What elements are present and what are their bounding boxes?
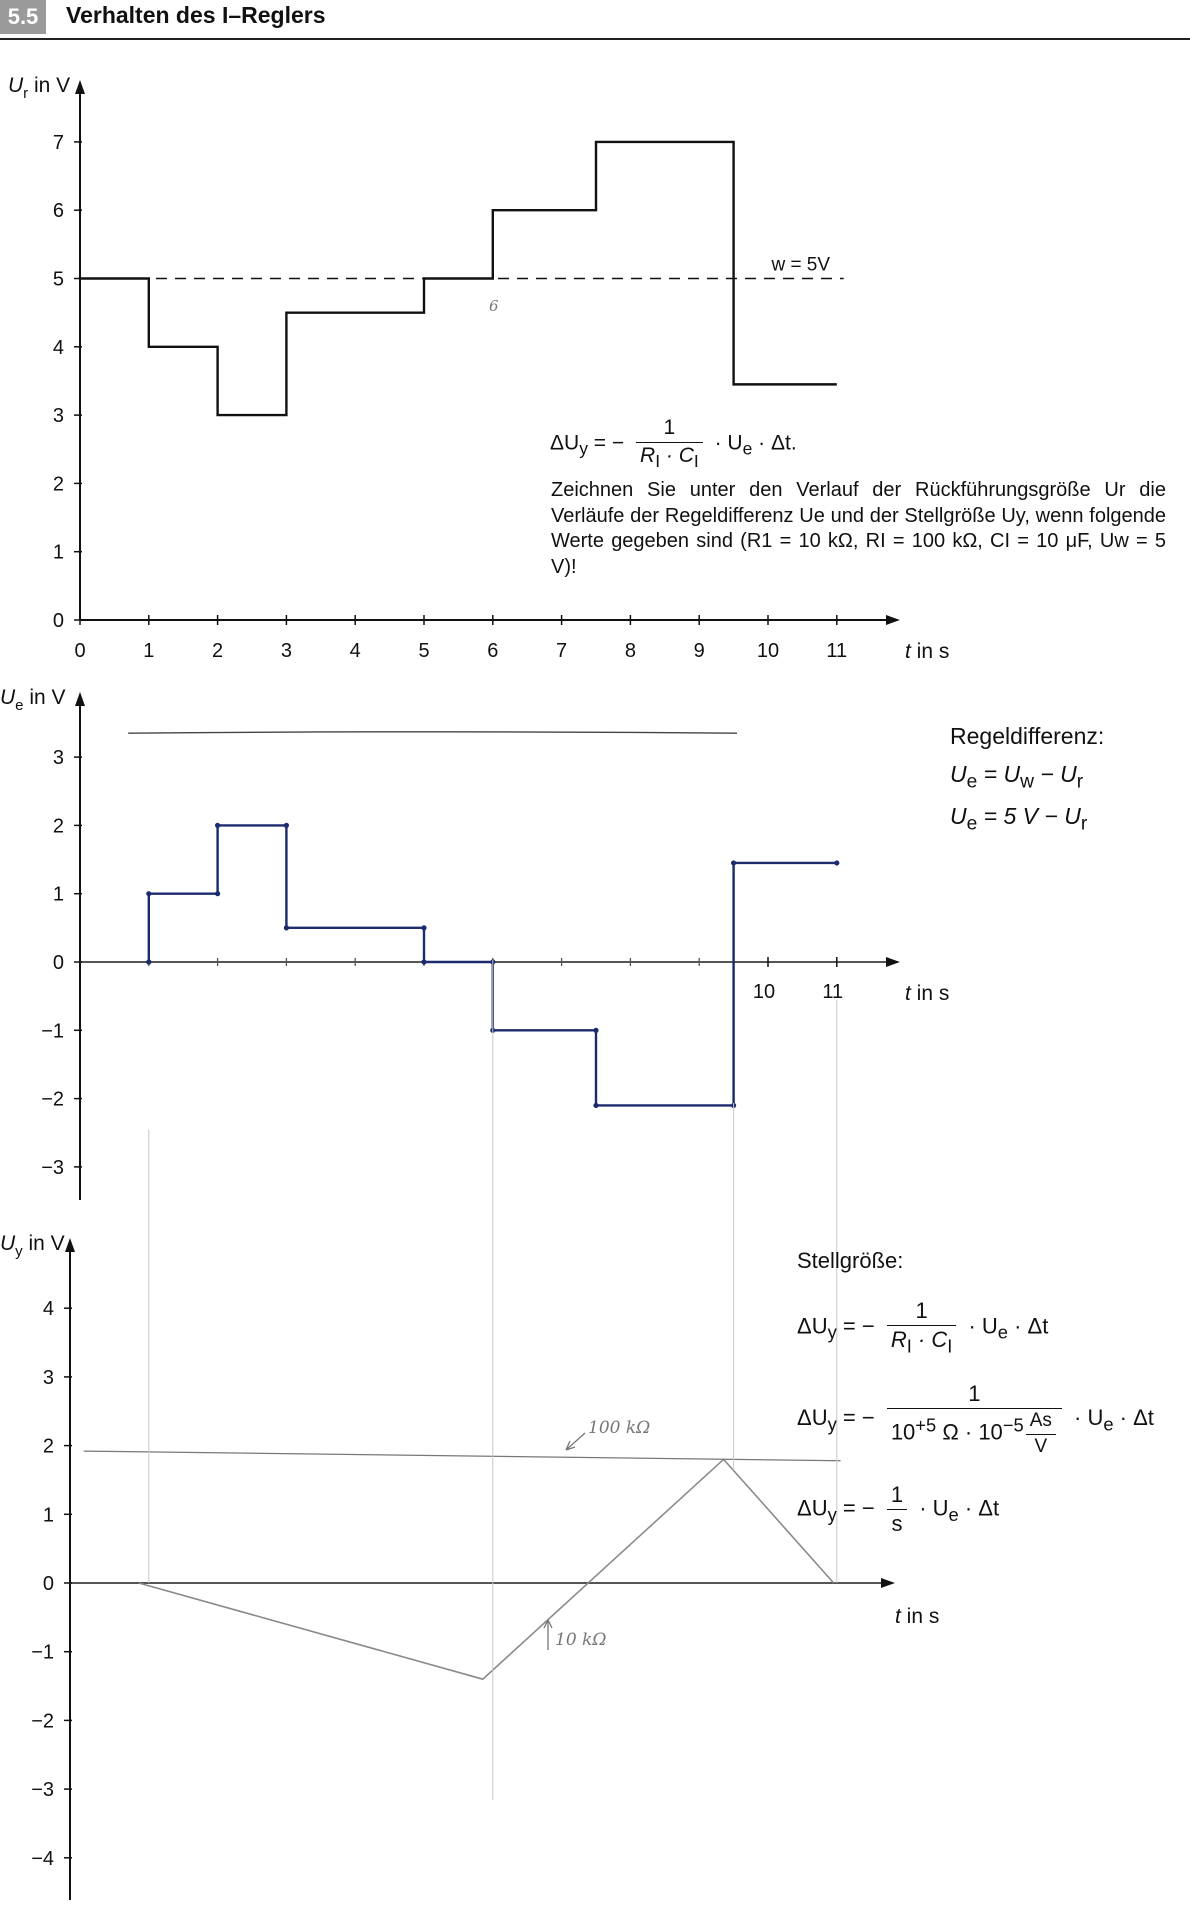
pencil-note-10k: 10 kΩ <box>555 1630 607 1650</box>
stellgroesse-eq3: $\Delta U_y$ = − $\frac{1}{s}$ · $U_e \cdot \Delta t$ <box>797 1481 1000 1537</box>
ur-x-tick-label: 6 <box>487 640 499 662</box>
ur-x-tick-label: 3 <box>280 640 292 662</box>
ur-y-tick-label: 1 <box>52 541 64 564</box>
ur-y-arrow <box>75 80 85 94</box>
ue-x-tick-label: 11 <box>822 981 844 1003</box>
ur-x-tick-label: 2 <box>212 640 224 662</box>
uy-y-tick-label: −1 <box>31 1641 54 1664</box>
page-title: Verhalten des I–Reglers <box>66 2 326 28</box>
pencil-stray-6: 6 <box>489 297 499 315</box>
ur-x-tick-label: 8 <box>624 640 636 662</box>
uy-y-tick-label: −3 <box>31 1779 54 1802</box>
ue-y-tick-label: −3 <box>41 1156 64 1179</box>
ur-x-arrow <box>886 615 900 625</box>
ur-y-tick-label: 5 <box>52 268 64 291</box>
ue-y-tick-label: 0 <box>52 952 64 974</box>
uy-y-tick-label: 0 <box>42 1573 54 1595</box>
ur-x-tick-label: 5 <box>418 640 430 662</box>
stellgroesse-title: Stellgröße: <box>797 1248 904 1273</box>
ue-y-tick-label: −2 <box>41 1088 64 1111</box>
stellgroesse-box <box>797 1247 1154 1560</box>
ur-x-tick-label: 10 <box>756 640 780 662</box>
ue-data-point <box>284 925 289 930</box>
ue-y-tick-label: 1 <box>52 883 64 906</box>
ur-y-tick-label: 0 <box>52 610 64 632</box>
ue-data-point <box>421 959 426 964</box>
ur-x-tick-label: 0 <box>74 640 86 662</box>
ue-data-point <box>731 860 736 865</box>
ue-x-tick-label: 10 <box>752 981 776 1003</box>
ue-y-tick-label: 3 <box>52 747 64 770</box>
task-instruction: Zeichnen Sie unter den Verlauf der Rückführungsgröße Ur die Verläufe der Regeldifferenz Ue und der Stellgröße Uy, wenn folgende Werte gegeben sind (R1 = 10 kΩ, RI = 100 kΩ, CI = 10 μF, Uw = 5 V)! <box>551 479 1166 578</box>
stellgroesse-eq2: $\Delta U_y$ = − 1 $10^{+5}$ $\Omega \cdot 10^{-5}$ $\frac{As}{V}$ · $U_e \cdot \Delta t$ <box>797 1381 1154 1457</box>
ur-x-tick-label: 11 <box>826 640 848 662</box>
ue-y-tick-label: −1 <box>41 1020 64 1043</box>
ur-x-tick-label: 4 <box>349 640 361 662</box>
ue-data-point <box>146 959 151 964</box>
ur-y-label: $U_r$ in V <box>8 74 71 102</box>
regeldifferenz-title: Regeldifferenz: <box>950 723 1105 749</box>
uy-y-tick-label: 4 <box>42 1298 54 1321</box>
ur-x-tick-label: 7 <box>556 640 568 662</box>
regeldifferenz-eq1: $U_e = U_w - U_r$ <box>950 760 1084 793</box>
uy-series-line <box>139 1459 834 1679</box>
ur-x-tick-label: 9 <box>693 640 705 662</box>
ur-y-tick-label: 3 <box>52 405 64 428</box>
stellgroesse-eq1: $\Delta U_y$ = − $\frac{1}{R_I \cdot C_I}$ · $U_e \cdot \Delta t$ <box>797 1298 1049 1357</box>
uy-y-label: $U_y$ in V <box>0 1232 65 1260</box>
ue-x-label: t in s <box>905 982 950 1005</box>
regeldifferenz-eq2: $U_e = 5$ $V - U_r$ <box>950 803 1088 835</box>
ue-y-arrow <box>75 692 85 706</box>
ue-pencil-line <box>128 732 737 733</box>
ur-reference-label: w = 5V <box>771 254 831 276</box>
task-formula: $\Delta U_y$ = − $\frac{1}{R_I \cdot C_I}$ · $U_e \cdot \Delta t$. <box>550 416 797 472</box>
ur-x-tick-label: 1 <box>143 640 155 662</box>
uy-y-arrow <box>65 1238 75 1252</box>
ur-y-tick-label: 6 <box>52 200 64 223</box>
ue-data-point <box>284 823 289 828</box>
ue-data-point <box>593 1103 598 1108</box>
uy-x-label: t in s <box>895 1605 940 1628</box>
section-number-badge: 5.5 <box>0 0 46 34</box>
ue-y-tick-label: 2 <box>52 815 64 838</box>
uy-x-arrow <box>881 1578 895 1588</box>
uy-y-tick-label: −2 <box>31 1710 54 1733</box>
ue-y-label: $U_e$ in V <box>0 686 66 714</box>
regeldifferenz-box <box>950 718 1104 840</box>
ue-data-point <box>593 1028 598 1033</box>
pencil-note-100k: 100 kΩ <box>588 1418 651 1438</box>
ue-data-point <box>215 891 220 896</box>
ue-data-point <box>421 925 426 930</box>
uy-y-tick-label: 3 <box>42 1366 54 1389</box>
ur-y-tick-label: 4 <box>52 336 64 359</box>
pencil-arrow-100k <box>566 1433 585 1450</box>
uy-pencil-line <box>84 1451 841 1461</box>
ue-x-arrow <box>886 957 900 967</box>
pencil-arrow-10k <box>544 1620 552 1650</box>
ur-series-line <box>80 142 837 415</box>
uy-y-tick-label: 1 <box>42 1504 54 1527</box>
ue-data-point <box>215 823 220 828</box>
ue-data-point <box>834 860 839 865</box>
uy-y-tick-label: 2 <box>42 1435 54 1458</box>
ue-data-point <box>146 891 151 896</box>
ur-x-label: t in s <box>905 640 950 663</box>
uy-y-tick-label: −4 <box>31 1847 54 1870</box>
ur-y-tick-label: 7 <box>52 131 64 154</box>
ur-y-tick-label: 2 <box>52 473 64 496</box>
